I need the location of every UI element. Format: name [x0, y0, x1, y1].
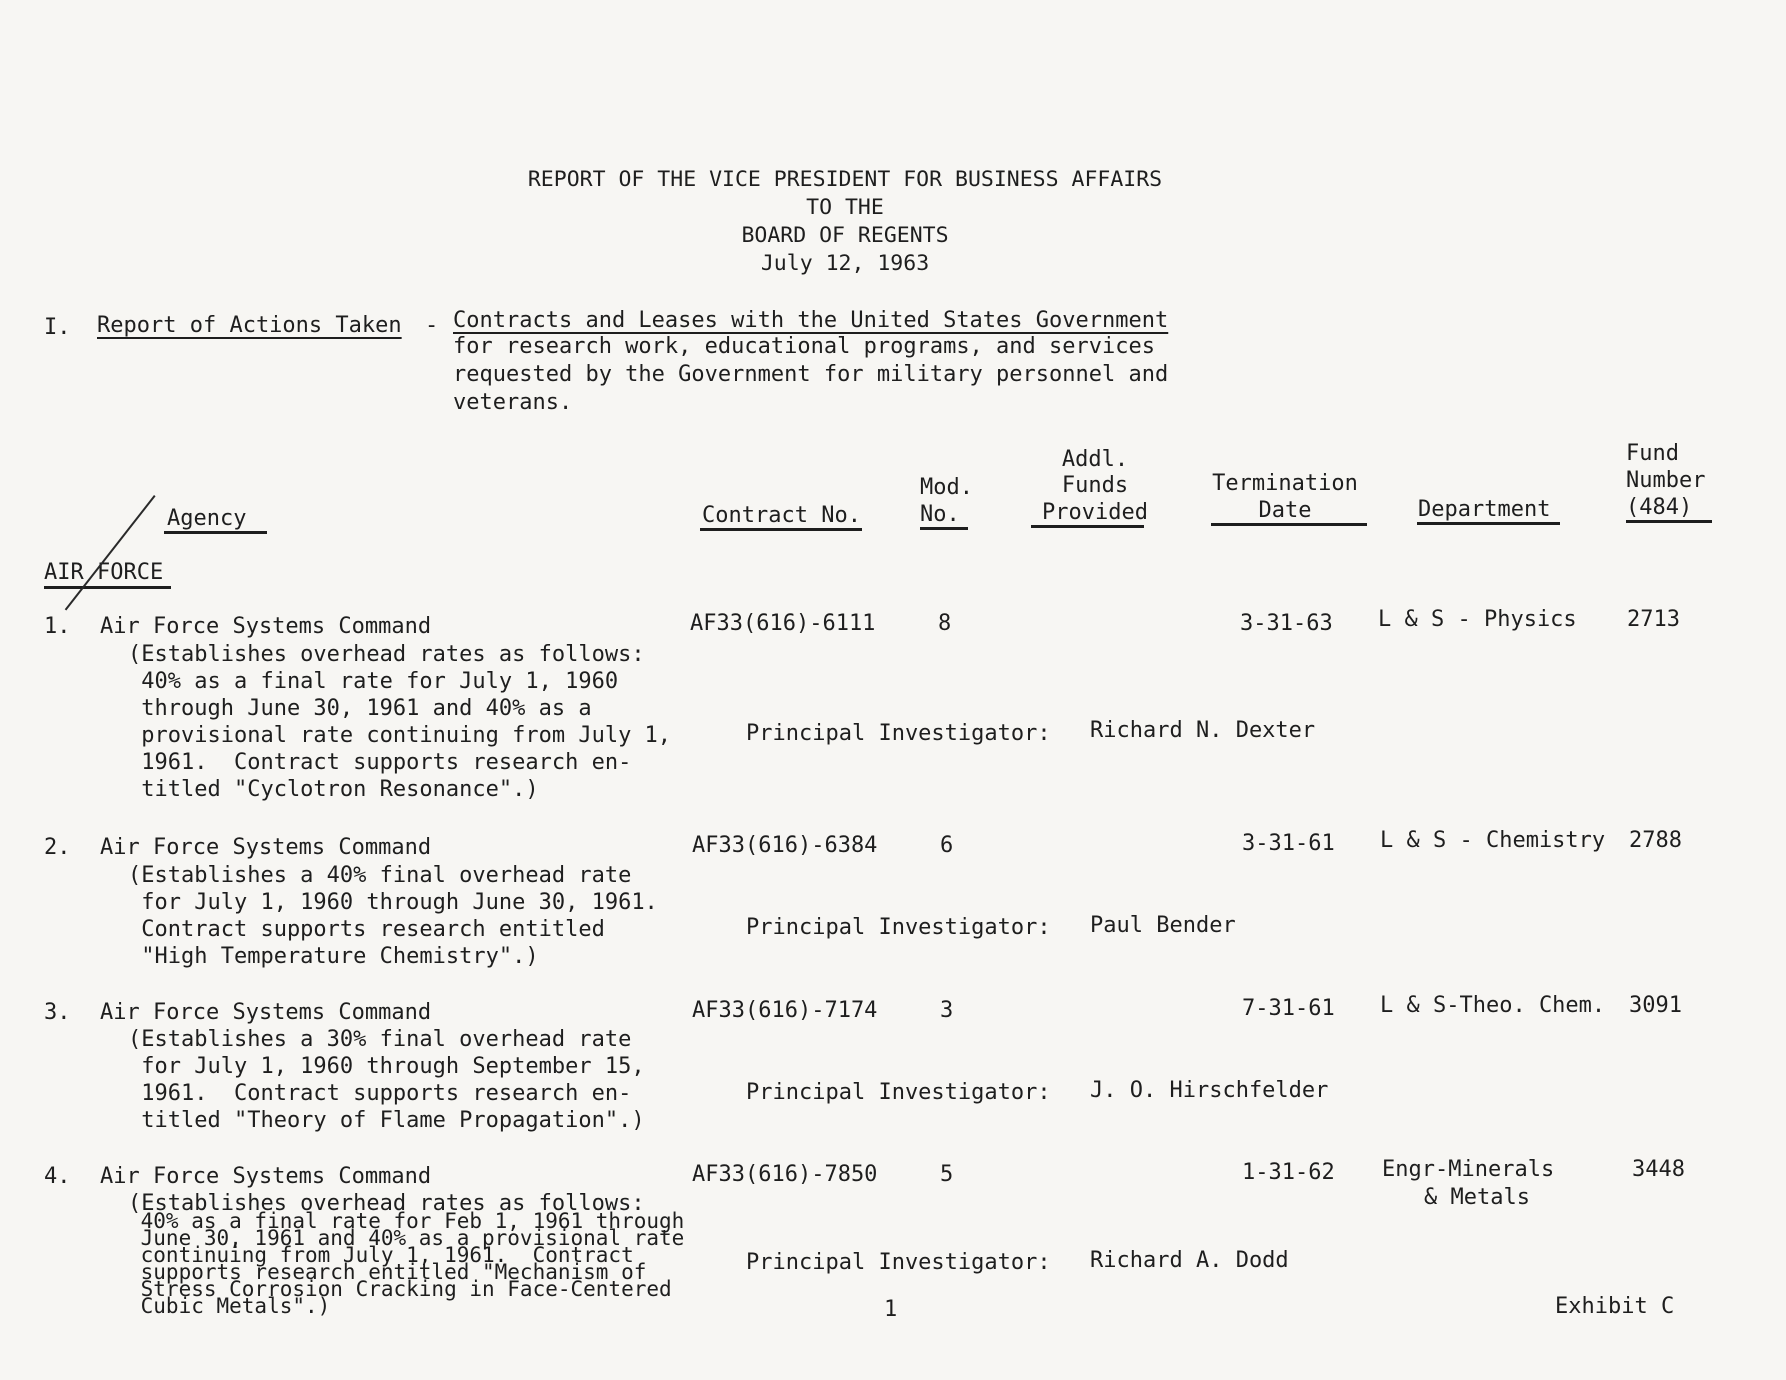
- entry-pi-name: Paul Bender: [1090, 913, 1236, 938]
- pen-mark: [65, 495, 156, 610]
- entry-description-line: 1961. Contract supports research en-: [128, 1081, 632, 1106]
- header-underline: [920, 527, 968, 530]
- entry-termination: 7-31-61: [1242, 996, 1335, 1021]
- entry-description-line: for July 1, 1960 through June 30, 1961.: [128, 890, 658, 915]
- entry-number: 4.: [44, 1164, 71, 1189]
- entry-mod: 5: [940, 1162, 954, 1187]
- entry-number: 2.: [44, 835, 71, 860]
- group-label: AIR FORCE: [44, 560, 164, 585]
- entry-description-line: June 30, 1961 and 40% as a provisional rate: [128, 1226, 685, 1250]
- entry-pi-name: Richard N. Dexter: [1090, 718, 1316, 743]
- column-header-mod-line: Mod.: [920, 475, 973, 500]
- column-header-funds-line: Provided: [1042, 500, 1148, 525]
- entry-pi-label: Principal Investigator:: [746, 915, 1051, 940]
- entry-mod: 6: [940, 833, 954, 858]
- entry-number: 1.: [44, 614, 71, 639]
- entry-department: L & S-Theo. Chem.: [1380, 993, 1606, 1018]
- section-numeral: I.: [44, 315, 71, 340]
- column-header-fund-line: Number: [1626, 468, 1706, 493]
- entry-description-line: provisional rate continuing from July 1,: [128, 723, 672, 748]
- entry-department: L & S - Chemistry: [1380, 828, 1606, 853]
- entry-number: 3.: [44, 1000, 71, 1025]
- entry-pi-label: Principal Investigator:: [746, 721, 1051, 746]
- header-underline: [1211, 523, 1367, 526]
- entry-description-line: (Establishes overhead rates as follows:: [128, 1191, 645, 1216]
- entry-contract: AF33(616)-6384: [692, 833, 878, 858]
- entry-agency: Air Force Systems Command: [100, 614, 432, 639]
- section-label: Report of Actions Taken: [97, 313, 402, 338]
- column-header-agency: Agency: [167, 506, 247, 531]
- entry-pi-name: Richard A. Dodd: [1090, 1248, 1289, 1273]
- entry-description-line: continuing from July 1, 1961. Contract: [128, 1243, 634, 1267]
- entry-fund: 3091: [1629, 993, 1682, 1018]
- column-header-termination-line: Termination: [1212, 471, 1358, 496]
- column-header-contract: Contract No.: [702, 503, 861, 528]
- section-dash: -: [425, 313, 439, 338]
- section-subject: Contracts and Leases with the United States Government: [453, 308, 1169, 333]
- entry-contract: AF33(616)-6111: [690, 611, 876, 636]
- entry-description-line: Contract supports research entitled: [128, 917, 605, 942]
- entry-description-line: supports research entitled "Mechanism of: [128, 1260, 647, 1284]
- entry-description-line: (Establishes overhead rates as follows:: [128, 642, 645, 667]
- entry-department: L & S - Physics: [1378, 607, 1577, 632]
- header-underline: [1626, 520, 1712, 523]
- entry-description-line: (Establishes a 40% final overhead rate: [128, 863, 632, 888]
- title-line: BOARD OF REGENTS: [741, 223, 949, 248]
- column-header-funds-line: Addl.: [1061, 447, 1129, 472]
- entry-fund: 3448: [1632, 1157, 1685, 1182]
- entry-termination: 3-31-63: [1240, 611, 1333, 636]
- entry-description-line: 40% as a final rate for July 1, 1960: [128, 669, 619, 694]
- entry-pi-name: J. O. Hirschfelder: [1090, 1078, 1329, 1103]
- entry-contract: AF33(616)-7174: [692, 998, 878, 1023]
- entry-description-line: for July 1, 1960 through September 15,: [128, 1054, 645, 1079]
- header-underline: [164, 531, 267, 534]
- entry-pi-label: Principal Investigator:: [746, 1250, 1051, 1275]
- entry-description-line: titled "Cyclotron Resonance".): [128, 777, 539, 802]
- exhibit-label: Exhibit C: [1555, 1294, 1675, 1319]
- entry-agency: Air Force Systems Command: [100, 1164, 432, 1189]
- entry-fund: 2713: [1627, 607, 1680, 632]
- column-header-mod-line: No.: [920, 502, 960, 527]
- column-header-funds-line: Funds: [1061, 473, 1129, 498]
- entry-description-line: (Establishes a 30% final overhead rate: [128, 1027, 632, 1052]
- entry-mod: 3: [940, 998, 954, 1023]
- entry-description-line: 1961. Contract supports research en-: [128, 750, 632, 775]
- entry-contract: AF33(616)-7850: [692, 1162, 878, 1187]
- entry-mod: 8: [938, 611, 952, 636]
- section-description-line: for research work, educational programs, and services: [453, 334, 1155, 359]
- entry-agency: Air Force Systems Command: [100, 835, 432, 860]
- entry-termination: 1-31-62: [1242, 1160, 1335, 1185]
- entry-description-line: titled "Theory of Flame Propagation".): [128, 1108, 645, 1133]
- entry-agency: Air Force Systems Command: [100, 1000, 432, 1025]
- section-description-line: veterans.: [453, 390, 573, 415]
- entry-description-line: Stress Corrosion Cracking in Face-Centered: [128, 1277, 672, 1301]
- column-header-fund-line: (484): [1626, 495, 1693, 520]
- entry-termination: 3-31-61: [1242, 831, 1335, 856]
- entry-department-line: Engr-Minerals: [1382, 1157, 1555, 1182]
- entry-description-line: Cubic Metals".): [128, 1294, 331, 1318]
- entry-description-line: 40% as a final rate for Feb 1, 1961 through: [128, 1209, 685, 1233]
- header-underline: [1031, 525, 1144, 528]
- header-underline: [1417, 522, 1560, 525]
- column-header-termination-line: Date: [1258, 498, 1312, 523]
- section-description-line: requested by the Government for military personnel and: [453, 362, 1169, 387]
- entry-pi-label: Principal Investigator:: [746, 1080, 1051, 1105]
- entry-description-line: "High Temperature Chemistry".): [128, 944, 539, 969]
- column-header-department: Department: [1418, 497, 1551, 522]
- page-number: 1: [884, 1297, 898, 1322]
- entry-department-line: & Metals: [1424, 1185, 1530, 1210]
- header-underline: [700, 528, 862, 531]
- column-header-fund-line: Fund: [1626, 441, 1679, 466]
- title-line: REPORT OF THE VICE PRESIDENT FOR BUSINESS AFFAIRS: [527, 167, 1163, 192]
- entry-description-line: through June 30, 1961 and 40% as a: [128, 696, 592, 721]
- entry-fund: 2788: [1629, 828, 1682, 853]
- report-date: July 12, 1963: [760, 251, 930, 276]
- title-line: TO THE: [806, 195, 884, 220]
- group-underline: [44, 586, 171, 589]
